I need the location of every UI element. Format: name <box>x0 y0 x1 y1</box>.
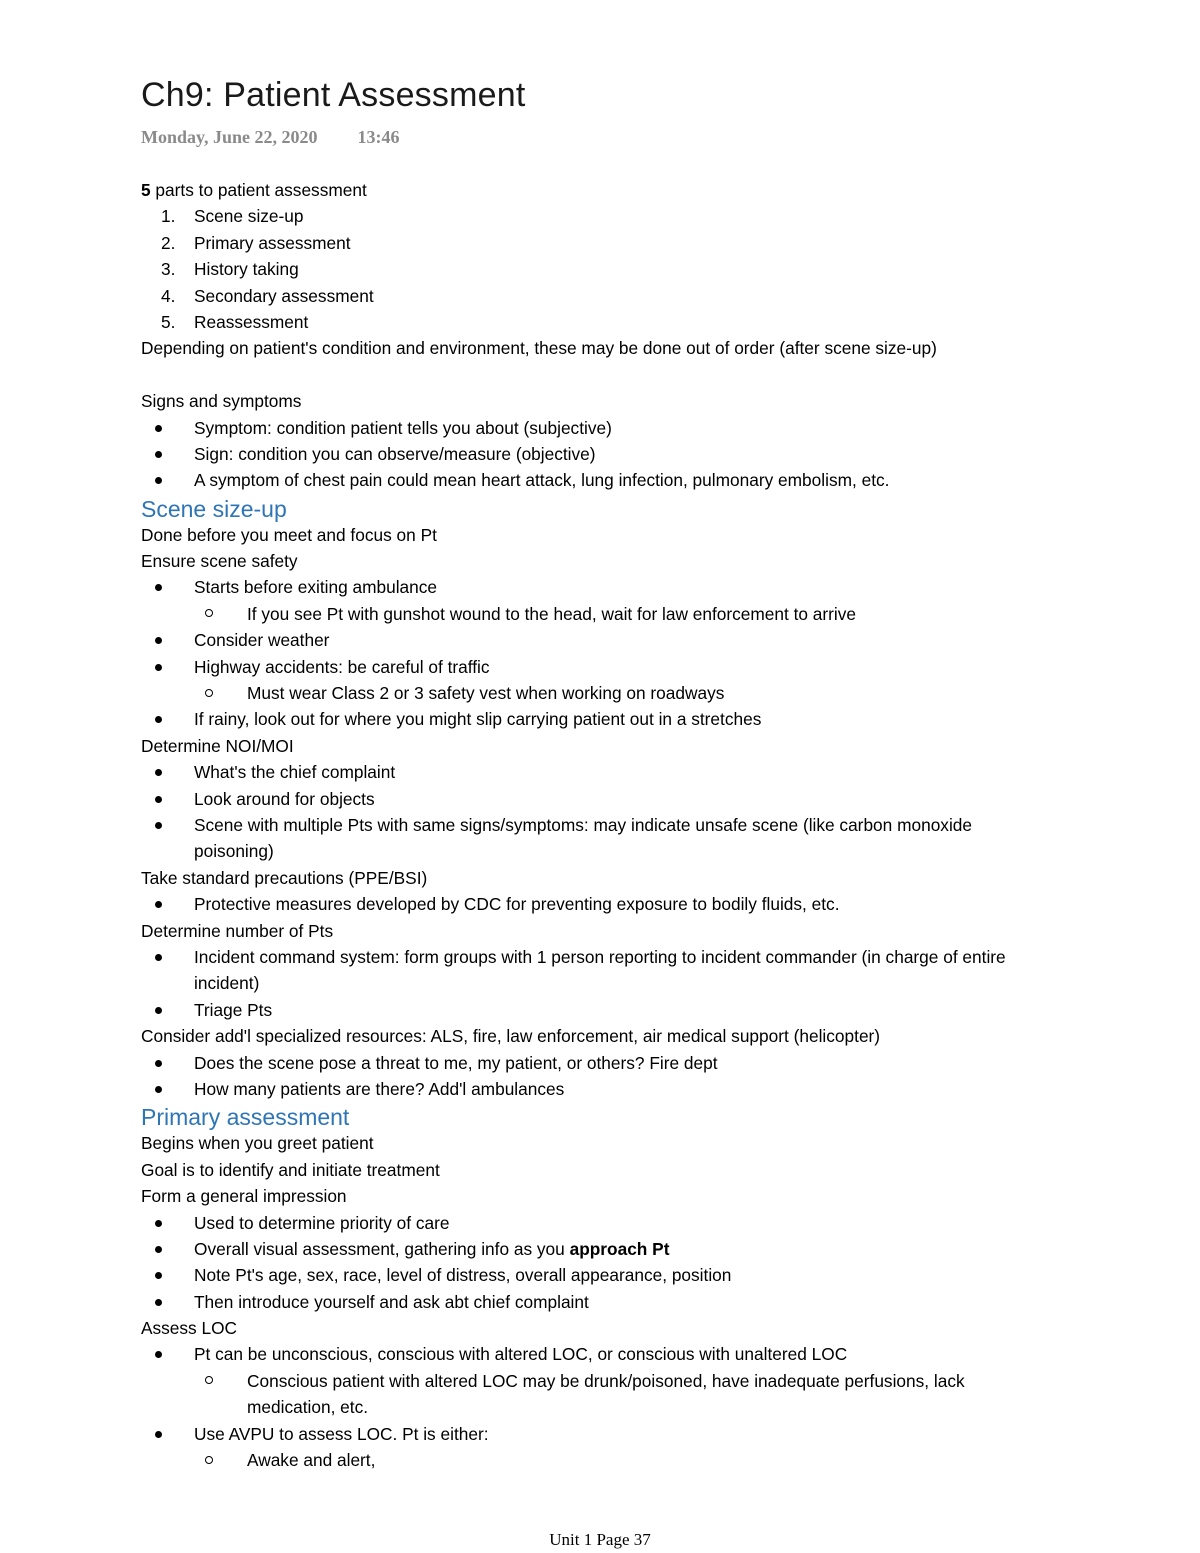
bullet-icon <box>155 584 162 591</box>
circle-bullet-icon <box>205 609 213 617</box>
list-item: 2. Primary assessment <box>161 232 351 253</box>
bullet-icon <box>155 1060 162 1067</box>
list-item: Use AVPU to assess LOC. Pt is either: <box>141 1421 1081 1447</box>
list-item: Does the scene pose a threat to me, my patient, or others? Fire dept <box>141 1050 1081 1076</box>
list-item: Look around for objects <box>141 786 1081 812</box>
bullet-icon <box>155 1272 162 1279</box>
list-item: Conscious patient with altered LOC may be drunk/poisoned, have inadequate perfusions, lack medication, etc. <box>141 1368 1027 1421</box>
bullet-icon <box>155 1299 162 1306</box>
bullet-icon <box>155 1246 162 1253</box>
circle-bullet-icon <box>205 1376 213 1384</box>
circle-bullet-icon <box>205 689 213 697</box>
signs-title: Signs and symptoms <box>141 391 302 412</box>
list-item: Overall visual assessment, gathering info as you approach Pt <box>141 1236 1081 1262</box>
bullet-icon <box>155 451 162 458</box>
list-item: 4. Secondary assessment <box>161 285 374 306</box>
bullet-icon <box>155 1086 162 1093</box>
order-note: Depending on patient's condition and environment, these may be done out of order (after scene size-up) <box>141 338 937 359</box>
bullet-icon <box>155 716 162 723</box>
paragraph: Begins when you greet patient <box>141 1133 374 1154</box>
list-item: Consider weather <box>141 627 1081 653</box>
section-heading-primary: Primary assessment <box>141 1104 350 1131</box>
list-item: Scene with multiple Pts with same signs/symptoms: may indicate unsafe scene (like carbon monoxide poisoning) <box>141 812 1014 865</box>
section-heading-scene: Scene size-up <box>141 495 287 522</box>
list-item: Starts before exiting ambulance <box>141 574 1081 600</box>
paragraph: Ensure scene safety <box>141 551 298 572</box>
page-footer: Unit 1 Page 37 <box>549 1530 651 1549</box>
bullet-icon <box>155 901 162 908</box>
bullet-icon <box>155 769 162 776</box>
list-item: Awake and alert, <box>141 1447 1081 1473</box>
bullet-icon <box>155 796 162 803</box>
list-item: If rainy, look out for where you might slip carrying patient out in a stretches <box>141 706 1081 732</box>
bullet-icon <box>155 822 162 829</box>
list-item: Pt can be unconscious, conscious with altered LOC, or conscious with unaltered LOC <box>141 1341 1081 1367</box>
list-item: Sign: condition you can observe/measure (objective) <box>141 441 1081 467</box>
paragraph: Determine number of Pts <box>141 920 334 941</box>
page-date: Monday, June 22, 2020 <box>141 127 318 147</box>
bullet-icon <box>155 1351 162 1358</box>
list-item: What's the chief complaint <box>141 759 1081 785</box>
bullet-icon <box>155 477 162 484</box>
bullet-icon <box>155 1431 162 1438</box>
paragraph: Done before you meet and focus on Pt <box>141 524 437 545</box>
list-item: Protective measures developed by CDC for preventing exposure to bodily fluids, etc. <box>141 891 1081 917</box>
paragraph: Consider add'l specialized resources: ALS, fire, law enforcement, air medical support (helicopter) <box>141 1026 881 1047</box>
list-item: Triage Pts <box>141 997 1081 1023</box>
list-item: How many patients are there? Add'l ambulances <box>141 1076 1081 1102</box>
list-item: Then introduce yourself and ask abt chief complaint <box>141 1289 1081 1315</box>
circle-bullet-icon <box>205 1456 213 1464</box>
page-title: Ch9: Patient Assessment <box>141 76 526 114</box>
paragraph: Determine NOI/MOI <box>141 735 294 756</box>
paragraph: Goal is to identify and initiate treatment <box>141 1159 440 1180</box>
list-item: Highway accidents: be careful of traffic <box>141 654 1081 680</box>
list-item: 1. Scene size-up <box>161 206 304 227</box>
list-item: Must wear Class 2 or 3 safety vest when working on roadways <box>141 680 1081 706</box>
list-item: 5. Reassessment <box>161 311 309 332</box>
list-item: Used to determine priority of care <box>141 1210 1081 1236</box>
paragraph: Assess LOC <box>141 1318 238 1339</box>
list-item: Symptom: condition patient tells you about (subjective) <box>141 415 1081 441</box>
bullet-icon <box>155 637 162 644</box>
page-time: 13:46 <box>357 127 400 147</box>
list-item: A symptom of chest pain could mean heart attack, lung infection, pulmonary embolism, etc. <box>141 467 1081 493</box>
list-item: If you see Pt with gunshot wound to the head, wait for law enforcement to arrive <box>141 601 1081 627</box>
list-item: Incident command system: form groups with 1 person reporting to incident commander (in charge of entire incident) <box>141 944 1074 997</box>
paragraph: Form a general impression <box>141 1186 347 1207</box>
note-body <box>141 177 1081 1473</box>
list-item: 3. History taking <box>161 259 299 280</box>
list-item: Note Pt's age, sex, race, level of distress, overall appearance, position <box>141 1262 1081 1288</box>
bullet-icon <box>155 664 162 671</box>
parts-title: 5 parts to patient assessment <box>141 180 367 200</box>
bullet-icon <box>155 954 162 961</box>
page-timestamp <box>141 127 400 148</box>
bullet-icon <box>155 1220 162 1227</box>
bullet-icon <box>155 425 162 432</box>
paragraph: Take standard precautions (PPE/BSI) <box>141 867 428 888</box>
bullet-icon <box>155 1007 162 1014</box>
